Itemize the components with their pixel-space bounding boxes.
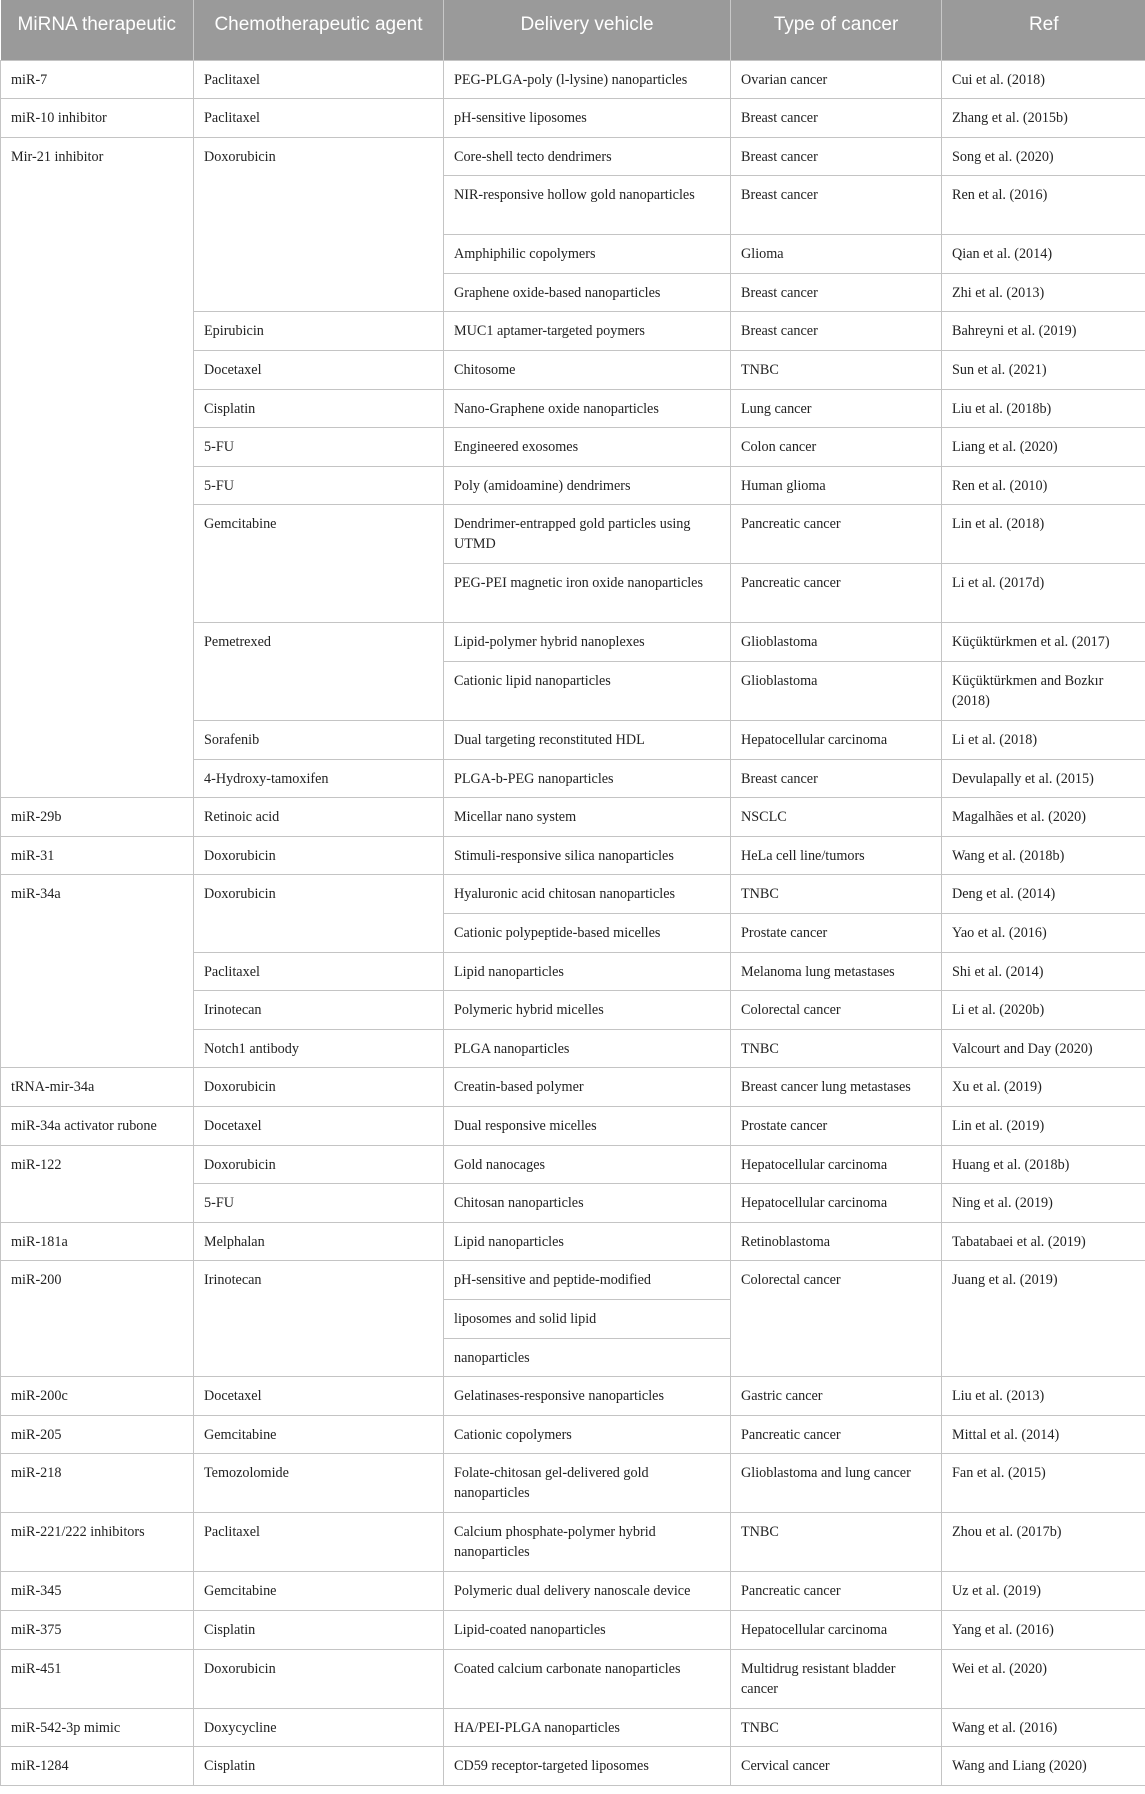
cell-agent: Paclitaxel <box>194 60 444 99</box>
cell-mirna: Mir-21 inhibitor <box>1 137 194 798</box>
table-row <box>1 1649 1145 1708</box>
cell-agent: Cisplatin <box>194 1747 444 1786</box>
cell-vehicle: Engineered exosomes <box>444 428 731 467</box>
cell-vehicle: Cationic lipid nanoparticles <box>444 662 731 721</box>
cell-vehicle: Lipid nanoparticles <box>444 1222 731 1261</box>
cell-vehicle: HA/PEI-PLGA nanoparticles <box>444 1708 731 1747</box>
cell-cancer: Breast cancer <box>731 137 942 176</box>
cell-agent: Melphalan <box>194 1222 444 1261</box>
cell-cancer: Breast cancer <box>731 176 942 235</box>
cell-agent: Irinotecan <box>194 1261 444 1377</box>
cell-agent: Cisplatin <box>194 1610 444 1649</box>
cell-mirna: miR-542-3p mimic <box>1 1708 194 1747</box>
cell-cancer: Glioblastoma <box>731 623 942 662</box>
cell-vehicle: Gold nanocages <box>444 1145 731 1184</box>
cell-mirna: miR-34a <box>1 875 194 1068</box>
cell-cancer: Colon cancer <box>731 428 942 467</box>
table-row <box>1 1106 1145 1145</box>
cell-cancer: Hepatocellular carcinoma <box>731 721 942 760</box>
cell-cancer: Prostate cancer <box>731 1106 942 1145</box>
cell-agent: 5-FU <box>194 466 444 505</box>
cell-vehicle: Gelatinases-responsive nanoparticles <box>444 1377 731 1416</box>
cell-agent: Sorafenib <box>194 721 444 760</box>
cell-agent: Irinotecan <box>194 991 444 1030</box>
cell-ref: Deng et al. (2014) <box>942 875 1145 914</box>
cell-agent: Doxorubicin <box>194 1068 444 1107</box>
cell-mirna: miR-29b <box>1 798 194 837</box>
cell-cancer: Prostate cancer <box>731 914 942 953</box>
cell-vehicle: Cationic copolymers <box>444 1415 731 1454</box>
cell-agent: Doxorubicin <box>194 1649 444 1708</box>
cell-vehicle: Dual responsive micelles <box>444 1106 731 1145</box>
cell-mirna: miR-451 <box>1 1649 194 1708</box>
table-row <box>1 798 1145 837</box>
cell-cancer: Pancreatic cancer <box>731 505 942 564</box>
cell-vehicle: Dendrimer-entrapped gold particles using UTMD <box>444 505 731 564</box>
cell-mirna: miR-200 <box>1 1261 194 1377</box>
cell-vehicle: Hyaluronic acid chitosan nanoparticles <box>444 875 731 914</box>
cell-mirna: miR-122 <box>1 1145 194 1222</box>
cell-ref: Ning et al. (2019) <box>942 1184 1145 1223</box>
cell-agent: Doxorubicin <box>194 1145 444 1184</box>
cell-cancer: Pancreatic cancer <box>731 564 942 623</box>
cell-vehicle: Calcium phosphate-polymer hybrid nanoparticles <box>444 1513 731 1572</box>
cell-ref: Wang et al. (2016) <box>942 1708 1145 1747</box>
cell-mirna: miR-205 <box>1 1415 194 1454</box>
cell-agent: Docetaxel <box>194 1377 444 1416</box>
cell-ref: Mittal et al. (2014) <box>942 1415 1145 1454</box>
cell-vehicle: NIR-responsive hollow gold nanoparticles <box>444 176 731 235</box>
cell-cancer: TNBC <box>731 1513 942 1572</box>
cell-cancer: TNBC <box>731 875 942 914</box>
cell-ref: Yang et al. (2016) <box>942 1610 1145 1649</box>
cell-mirna: miR-1284 <box>1 1747 194 1786</box>
cell-vehicle: CD59 receptor-targeted liposomes <box>444 1747 731 1786</box>
cell-mirna: tRNA-mir-34a <box>1 1068 194 1107</box>
cell-ref: Fan et al. (2015) <box>942 1454 1145 1513</box>
cell-ref: Wang et al. (2018b) <box>942 836 1145 875</box>
cell-agent: Epirubicin <box>194 312 444 351</box>
cell-ref: Li et al. (2020b) <box>942 991 1145 1030</box>
cell-vehicle: Lipid-polymer hybrid nanoplexes <box>444 623 731 662</box>
cell-ref: Xu et al. (2019) <box>942 1068 1145 1107</box>
table-row <box>1 137 1145 176</box>
table-row <box>1 60 1145 99</box>
cell-cancer: Melanoma lung metastases <box>731 952 942 991</box>
cell-agent: Gemcitabine <box>194 505 444 623</box>
cell-agent: Doxorubicin <box>194 836 444 875</box>
cell-ref: Sun et al. (2021) <box>942 351 1145 390</box>
cell-ref: Ren et al. (2016) <box>942 176 1145 235</box>
cell-agent: Notch1 antibody <box>194 1029 444 1068</box>
cell-agent: Cisplatin <box>194 389 444 428</box>
cell-ref: Wang and Liang (2020) <box>942 1747 1145 1786</box>
cell-cancer: HeLa cell line/tumors <box>731 836 942 875</box>
cell-mirna: miR-345 <box>1 1572 194 1611</box>
cell-vehicle: Folate-chitosan gel-delivered gold nanoparticles <box>444 1454 731 1513</box>
cell-ref: Li et al. (2017d) <box>942 564 1145 623</box>
cell-cancer: Glioma <box>731 235 942 274</box>
table-row <box>1 1708 1145 1747</box>
cell-ref: Huang et al. (2018b) <box>942 1145 1145 1184</box>
header-chemotherapeutic-agent: Chemotherapeutic agent <box>194 0 444 60</box>
cell-mirna: miR-7 <box>1 60 194 99</box>
cell-cancer: Hepatocellular carcinoma <box>731 1610 942 1649</box>
cell-ref: Liu et al. (2018b) <box>942 389 1145 428</box>
cell-ref: Zhou et al. (2017b) <box>942 1513 1145 1572</box>
cell-vehicle: Lipid nanoparticles <box>444 952 731 991</box>
cell-cancer: Lung cancer <box>731 389 942 428</box>
cell-cancer: Glioblastoma <box>731 662 942 721</box>
cell-cancer: TNBC <box>731 351 942 390</box>
cell-ref: Küçüktürkmen et al. (2017) <box>942 623 1145 662</box>
cell-agent: Docetaxel <box>194 351 444 390</box>
cell-cancer: NSCLC <box>731 798 942 837</box>
cell-ref: Wei et al. (2020) <box>942 1649 1145 1708</box>
cell-ref: Song et al. (2020) <box>942 137 1145 176</box>
cell-cancer: Glioblastoma and lung cancer <box>731 1454 942 1513</box>
cell-vehicle: PLGA-b-PEG nanoparticles <box>444 759 731 798</box>
cell-vehicle: nanoparticles <box>444 1338 731 1377</box>
table-row <box>1 1377 1145 1416</box>
cell-agent: Retinoic acid <box>194 798 444 837</box>
cell-ref: Ren et al. (2010) <box>942 466 1145 505</box>
cell-vehicle: liposomes and solid lipid <box>444 1299 731 1338</box>
cell-cancer: Pancreatic cancer <box>731 1415 942 1454</box>
cell-mirna: miR-34a activator rubone <box>1 1106 194 1145</box>
cell-agent: 5-FU <box>194 428 444 467</box>
cell-agent: Paclitaxel <box>194 952 444 991</box>
cell-cancer: Ovarian cancer <box>731 60 942 99</box>
cell-agent: Docetaxel <box>194 1106 444 1145</box>
cell-mirna: miR-200c <box>1 1377 194 1416</box>
table-row <box>1 1610 1145 1649</box>
cell-vehicle: PEG-PLGA-poly (l-lysine) nanoparticles <box>444 60 731 99</box>
cell-ref: Tabatabaei et al. (2019) <box>942 1222 1145 1261</box>
cell-agent: Pemetrexed <box>194 623 444 721</box>
cell-ref: Lin et al. (2019) <box>942 1106 1145 1145</box>
cell-cancer: Retinoblastoma <box>731 1222 942 1261</box>
table-row <box>1 1572 1145 1611</box>
cell-cancer: Breast cancer lung metastases <box>731 1068 942 1107</box>
table-row <box>1 1415 1145 1454</box>
cell-ref: Li et al. (2018) <box>942 721 1145 760</box>
cell-agent: Paclitaxel <box>194 1513 444 1572</box>
cell-vehicle: Lipid-coated nanoparticles <box>444 1610 731 1649</box>
cell-cancer: Breast cancer <box>731 759 942 798</box>
cell-vehicle: Polymeric hybrid micelles <box>444 991 731 1030</box>
cell-cancer: Colorectal cancer <box>731 991 942 1030</box>
cell-vehicle: MUC1 aptamer-targeted poymers <box>444 312 731 351</box>
cell-vehicle: Polymeric dual delivery nanoscale device <box>444 1572 731 1611</box>
cell-agent: Paclitaxel <box>194 99 444 138</box>
cell-vehicle: pH-sensitive liposomes <box>444 99 731 138</box>
cell-vehicle: Poly (amidoamine) dendrimers <box>444 466 731 505</box>
header-mirna-therapeutic: MiRNA therapeutic <box>1 0 194 60</box>
table-row <box>1 836 1145 875</box>
table-body <box>1 60 1145 1785</box>
cell-cancer: TNBC <box>731 1708 942 1747</box>
cell-ref: Valcourt and Day (2020) <box>942 1029 1145 1068</box>
cell-cancer: Gastric cancer <box>731 1377 942 1416</box>
cell-cancer: Hepatocellular carcinoma <box>731 1145 942 1184</box>
cell-agent: Doxorubicin <box>194 875 444 952</box>
cell-vehicle: Dual targeting reconstituted HDL <box>444 721 731 760</box>
header-ref: Ref <box>942 0 1145 60</box>
cell-ref: Yao et al. (2016) <box>942 914 1145 953</box>
cell-mirna: miR-221/222 inhibitors <box>1 1513 194 1572</box>
cell-vehicle: Amphiphilic copolymers <box>444 235 731 274</box>
table-row <box>1 1145 1145 1184</box>
cell-cancer: Breast cancer <box>731 312 942 351</box>
cell-vehicle: PEG-PEI magnetic iron oxide nanoparticles <box>444 564 731 623</box>
cell-ref: Cui et al. (2018) <box>942 60 1145 99</box>
table-row <box>1 99 1145 138</box>
cell-ref: Juang et al. (2019) <box>942 1261 1145 1377</box>
cell-mirna: miR-181a <box>1 1222 194 1261</box>
cell-cancer: TNBC <box>731 1029 942 1068</box>
table-row <box>1 1513 1145 1572</box>
cell-mirna: miR-218 <box>1 1454 194 1513</box>
cell-vehicle: Cationic polypeptide-based micelles <box>444 914 731 953</box>
cell-vehicle: Chitosome <box>444 351 731 390</box>
header-delivery-vehicle: Delivery vehicle <box>444 0 731 60</box>
cell-cancer: Multidrug resistant bladder cancer <box>731 1649 942 1708</box>
cell-ref: Magalhães et al. (2020) <box>942 798 1145 837</box>
cell-vehicle: Nano-Graphene oxide nanoparticles <box>444 389 731 428</box>
cell-vehicle: Chitosan nanoparticles <box>444 1184 731 1223</box>
cell-vehicle: PLGA nanoparticles <box>444 1029 731 1068</box>
cell-cancer: Cervical cancer <box>731 1747 942 1786</box>
cell-mirna: miR-375 <box>1 1610 194 1649</box>
table-row <box>1 875 1145 914</box>
cell-vehicle: Coated calcium carbonate nanoparticles <box>444 1649 731 1708</box>
cell-cancer: Breast cancer <box>731 99 942 138</box>
cell-cancer: Hepatocellular carcinoma <box>731 1184 942 1223</box>
cell-ref: Devulapally et al. (2015) <box>942 759 1145 798</box>
cell-ref: Küçüktürkmen and Bozkır (2018) <box>942 662 1145 721</box>
cell-cancer: Colorectal cancer <box>731 1261 942 1377</box>
cell-vehicle: Micellar nano system <box>444 798 731 837</box>
cell-vehicle: Graphene oxide-based nanoparticles <box>444 273 731 312</box>
cell-ref: Uz et al. (2019) <box>942 1572 1145 1611</box>
cell-mirna: miR-10 inhibitor <box>1 99 194 138</box>
table-header <box>1 0 1145 60</box>
cell-vehicle: Stimuli-responsive silica nanoparticles <box>444 836 731 875</box>
cell-agent: 5-FU <box>194 1184 444 1223</box>
table-row <box>1 1222 1145 1261</box>
cell-ref: Lin et al. (2018) <box>942 505 1145 564</box>
cell-cancer: Pancreatic cancer <box>731 1572 942 1611</box>
cell-ref: Qian et al. (2014) <box>942 235 1145 274</box>
table-row <box>1 1454 1145 1513</box>
cell-ref: Zhang et al. (2015b) <box>942 99 1145 138</box>
cell-agent: 4-Hydroxy-tamoxifen <box>194 759 444 798</box>
header-type-of-cancer: Type of cancer <box>731 0 942 60</box>
cell-agent: Doxycycline <box>194 1708 444 1747</box>
cell-ref: Liu et al. (2013) <box>942 1377 1145 1416</box>
cell-cancer: Breast cancer <box>731 273 942 312</box>
cell-agent: Doxorubicin <box>194 137 444 312</box>
cell-ref: Bahreyni et al. (2019) <box>942 312 1145 351</box>
cell-vehicle: pH-sensitive and peptide-modified <box>444 1261 731 1300</box>
header-row <box>1 0 1145 60</box>
cell-agent: Gemcitabine <box>194 1415 444 1454</box>
cell-cancer: Human glioma <box>731 466 942 505</box>
cell-vehicle: Core-shell tecto dendrimers <box>444 137 731 176</box>
table-row <box>1 1747 1145 1786</box>
cell-ref: Liang et al. (2020) <box>942 428 1145 467</box>
cell-vehicle: Creatin-based polymer <box>444 1068 731 1107</box>
cell-agent: Temozolomide <box>194 1454 444 1513</box>
cell-mirna: miR-31 <box>1 836 194 875</box>
table-row <box>1 1068 1145 1107</box>
cell-agent: Gemcitabine <box>194 1572 444 1611</box>
cell-ref: Zhi et al. (2013) <box>942 273 1145 312</box>
table-row <box>1 1261 1145 1300</box>
cell-ref: Shi et al. (2014) <box>942 952 1145 991</box>
